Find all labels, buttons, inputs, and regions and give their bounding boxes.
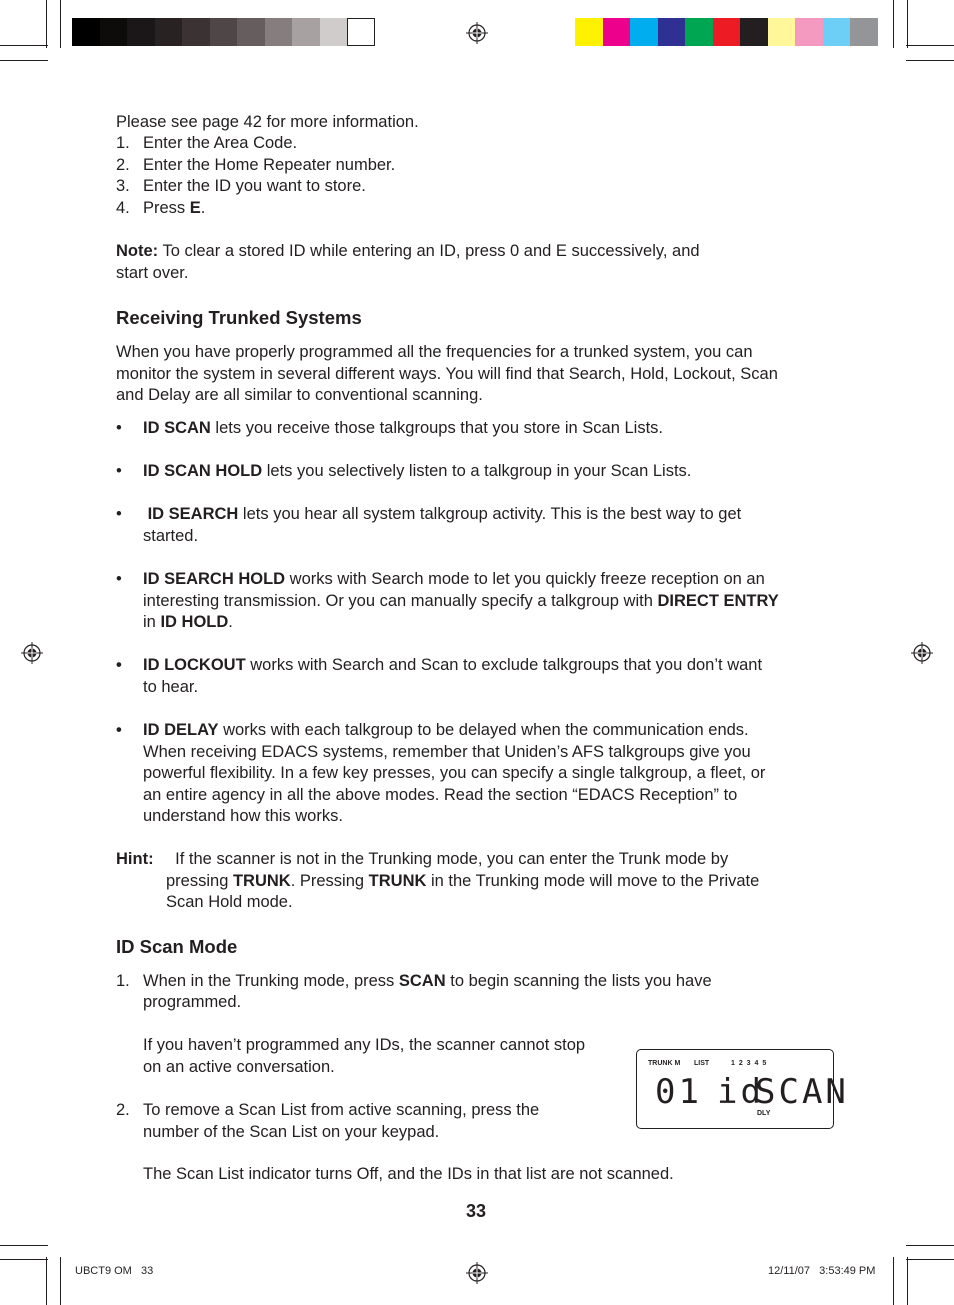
color-swatch <box>768 18 796 46</box>
footer-left: UBCT9 OM 33 <box>75 1265 154 1277</box>
paragraph-line: When you have properly programmed all the frequencies for a trunked system, you can <box>116 343 753 361</box>
crop-mark <box>893 0 894 48</box>
color-swatch <box>658 18 686 46</box>
step-text: number of the Scan List on your keypad. <box>143 1123 440 1141</box>
crop-mark <box>0 1259 48 1260</box>
bullet-text: ID SCAN HOLD lets you selectively listen to a talkgroup in your Scan Lists. <box>143 462 692 480</box>
lcd-list-indicator: LIST <box>694 1060 710 1067</box>
bullet: • <box>116 570 122 588</box>
step-subtext: If you haven’t programmed any IDs, the scanner cannot stop <box>143 1036 586 1054</box>
color-swatch <box>685 18 713 46</box>
color-swatch <box>155 18 183 46</box>
step-text: Enter the Home Repeater number. <box>143 156 396 174</box>
registration-mark-icon <box>911 642 933 664</box>
registration-mark-icon <box>466 22 488 44</box>
bullet-text: ID LOCKOUT works with Search and Scan to exclude talkgroups that you don’t want <box>143 656 763 674</box>
step-number: 3. <box>116 177 130 195</box>
crop-mark <box>46 0 47 48</box>
color-swatch <box>630 18 658 46</box>
crop-mark <box>0 45 48 46</box>
bullet-text: started. <box>143 527 199 545</box>
crop-mark <box>906 1245 954 1246</box>
section-heading: ID Scan Mode <box>116 936 238 957</box>
lcd-trunk-indicator: TRUNK M <box>648 1060 681 1067</box>
bullet: • <box>116 656 122 674</box>
hint-text: pressing TRUNK. Pressing TRUNK in the Trunking mode will move to the Private <box>166 872 760 890</box>
crop-mark <box>906 60 954 61</box>
intro-text: Please see page 42 for more information. <box>116 113 419 131</box>
bullet-text: to hear. <box>143 678 199 696</box>
note-text: start over. <box>116 264 189 282</box>
registration-mark-icon <box>21 642 43 664</box>
bullet-text: When receiving EDACS systems, remember that Uniden’s AFS talkgroups give you <box>143 743 751 761</box>
color-swatch <box>100 18 128 46</box>
step-number: 1. <box>116 972 130 990</box>
hint-text: If the scanner is not in the Trunking mode, you can enter the Trunk mode by <box>166 850 729 868</box>
crop-mark <box>893 1257 894 1305</box>
bullet: • <box>116 721 122 739</box>
crop-mark <box>0 1245 48 1246</box>
bullet-text: powerful flexibility. In a few key presses, you can specify a single talkgroup, a fleet, or <box>143 764 766 782</box>
color-swatch <box>210 18 238 46</box>
hint-text: Scan Hold mode. <box>166 893 293 911</box>
lcd-dly-indicator: DLY <box>757 1110 771 1117</box>
color-swatch <box>237 18 265 46</box>
bullet: • <box>116 462 122 480</box>
bullet-text: interesting transmission. Or you can manually specify a talkgroup with DIRECT ENTRY <box>143 592 779 610</box>
crop-mark <box>907 0 908 48</box>
color-swatch <box>850 18 878 46</box>
lcd-scan-text: SCAN <box>755 1072 849 1112</box>
registration-mark-icon <box>466 1262 488 1284</box>
paragraph-line: monitor the system in several different ways. You will find that Search, Hold, Lockout, Scan <box>116 365 778 383</box>
crop-mark <box>906 45 954 46</box>
note-text: Note: To clear a stored ID while entering an ID, press 0 and E successively, and <box>116 242 700 260</box>
color-swatch <box>320 18 348 46</box>
crop-mark <box>907 1257 908 1305</box>
bullet-text: in ID HOLD. <box>143 613 233 631</box>
bullet-text: ID SEARCH lets you hear all system talkgroup activity. This is the best way to get <box>143 505 742 523</box>
step-subtext: The Scan List indicator turns Off, and the IDs in that list are not scanned. <box>143 1165 674 1183</box>
bullet-text: ID SCAN lets you receive those talkgroups that you store in Scan Lists. <box>143 419 663 437</box>
step-number: 2. <box>116 156 130 174</box>
bullet: • <box>116 419 122 437</box>
step-number: 2. <box>116 1101 130 1119</box>
paragraph-line: and Delay are all similar to conventional scanning. <box>116 386 483 404</box>
color-swatch <box>713 18 741 46</box>
color-swatch <box>72 18 100 46</box>
step-text: Enter the Area Code. <box>143 134 298 152</box>
step-text: Enter the ID you want to store. <box>143 177 366 195</box>
lcd-channel-digits: 01 <box>655 1072 702 1112</box>
crop-mark <box>60 0 61 48</box>
color-swatch <box>182 18 210 46</box>
bullet-text: ID DELAY works with each talkgroup to be delayed when the communication ends. <box>143 721 749 739</box>
footer-right: 12/11/07 3:53:49 PM <box>768 1265 876 1277</box>
step-text: Press E. <box>143 199 206 217</box>
color-swatch <box>265 18 293 46</box>
color-swatch <box>795 18 823 46</box>
color-swatch <box>127 18 155 46</box>
step-text: To remove a Scan List from active scanning, press the <box>143 1101 540 1119</box>
crop-mark <box>60 1257 61 1305</box>
bullet-text: an entire agency in all the above modes. Read the section “EDACS Reception” to <box>143 786 738 804</box>
color-swatch <box>575 18 603 46</box>
crop-mark <box>906 1259 954 1260</box>
step-number: 4. <box>116 199 130 217</box>
bullet-text: understand how this works. <box>143 807 343 825</box>
crop-mark <box>46 1257 47 1305</box>
step-number: 1. <box>116 134 130 152</box>
step-subtext: on an active conversation. <box>143 1058 335 1076</box>
crop-mark <box>0 60 48 61</box>
step-text: programmed. <box>143 993 242 1011</box>
section-heading: Receiving Trunked Systems <box>116 307 362 328</box>
step-text: When in the Trunking mode, press SCAN to begin scanning the lists you have <box>143 972 712 990</box>
lcd-list-numbers: 1 2 3 4 5 <box>731 1060 768 1067</box>
page-number: 33 <box>466 1201 487 1221</box>
bullet: • <box>116 505 122 523</box>
color-swatch <box>740 18 768 46</box>
color-swatch <box>347 18 375 46</box>
hint-label: Hint: <box>116 850 154 868</box>
color-swatch <box>292 18 320 46</box>
bullet-text: ID SEARCH HOLD works with Search mode to let you quickly freeze reception on an <box>143 570 765 588</box>
color-swatch <box>603 18 631 46</box>
color-swatch <box>823 18 851 46</box>
lcd-id-text: id <box>717 1072 764 1112</box>
lcd-display-illustration <box>636 1049 849 1129</box>
